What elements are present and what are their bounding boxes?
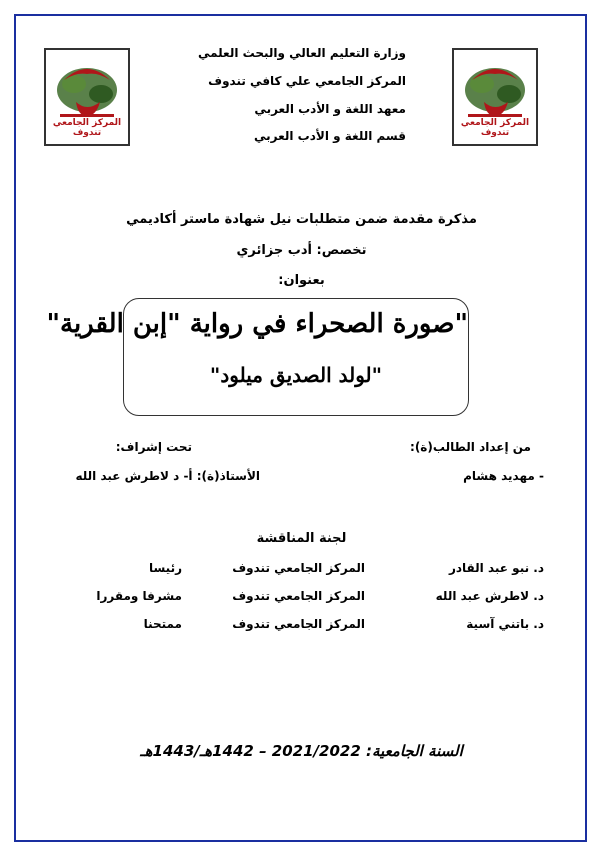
academic-year: السنة الجامعية: 2021/2022 – 1442هـ/1443هـ bbox=[140, 742, 463, 760]
member-institution: المركز الجامعي تندوف bbox=[232, 561, 365, 575]
university-logo-left bbox=[44, 48, 130, 146]
committee-row bbox=[0, 561, 603, 577]
member-institution: المركز الجامعي تندوف bbox=[232, 617, 365, 631]
member-institution: المركز الجامعي تندوف bbox=[232, 589, 365, 603]
department-name: قسم اللغة و الأدب العربي bbox=[254, 129, 406, 143]
committee-row bbox=[0, 617, 603, 633]
student-name: - مهديد هشام bbox=[463, 469, 544, 483]
university-logo-right bbox=[452, 48, 538, 146]
thesis-subtitle: "لولد الصديق ميلود" bbox=[209, 363, 383, 387]
center-name: المركز الجامعي علي كافي تندوف bbox=[208, 74, 406, 88]
thesis-title: "صورة الصحراء في رواية "إبن القرية" bbox=[46, 309, 468, 339]
thesis-specialty: تخصص: أدب جزائري bbox=[236, 243, 367, 258]
logo-caption: المركز الجامعي تندوف bbox=[460, 118, 530, 138]
ministry-name: وزارة التعليم العالي والبحث العلمي bbox=[197, 46, 406, 60]
committee-row bbox=[0, 589, 603, 605]
logo-caption: المركز الجامعي تندوف bbox=[52, 118, 122, 138]
title-label: بعنوان: bbox=[278, 273, 325, 288]
institute-name: معهد اللغة و الأدب العربي bbox=[254, 102, 406, 116]
member-name: د. لاطرش عبد الله bbox=[435, 589, 544, 603]
member-role: رئيسا bbox=[148, 561, 182, 575]
member-role: ممتحنا bbox=[143, 617, 182, 631]
member-name: د. نبو عبد القادر bbox=[448, 561, 544, 575]
title-box bbox=[46, 298, 469, 416]
supervisor-name: الأستاذ(ة): أ- د لاطرش عبد الله bbox=[75, 469, 260, 483]
prepared-by-label: من إعداد الطالب(ة): bbox=[410, 440, 531, 454]
thesis-purpose: مذكرة مقدمة ضمن متطلبات نيل شهادة ماستر أكاديمي bbox=[126, 212, 477, 227]
committee-title: لجنة المناقشة bbox=[256, 531, 347, 546]
member-name: د. باتني آسية bbox=[466, 617, 544, 631]
supervision-label: تحت إشراف: bbox=[115, 440, 192, 454]
member-role: مشرفا ومقررا bbox=[96, 589, 182, 603]
